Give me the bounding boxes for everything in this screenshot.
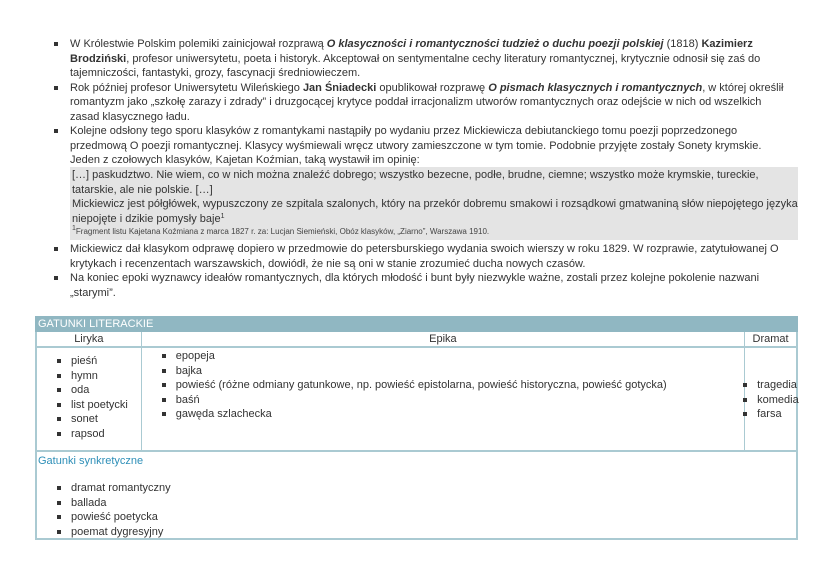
bullet-sniadecki: Rok później profesor Uniwersytetu Wileńskiego Jan Śniadecki opublikował rozprawę O pismach klasycznych i romantycznych, w której określił romantyzm jako „szkołę zarazy i zdrady” i druzgocącej krytyce poddał irracjonalizm utworów romantycznych oraz odejście w nich od wszelkich zasad klasycznego ładu. — [52, 81, 792, 125]
column-header: Liryka — [37, 332, 141, 348]
dramat-list — [741, 378, 799, 422]
list-item: baśń — [160, 393, 667, 408]
closing-bullet-list — [52, 242, 792, 300]
list-item: komedia — [741, 393, 799, 408]
epika-list — [160, 349, 667, 422]
bullet-brodzinski: W Królestwie Polskim polemiki zainicjował rozprawą O klasyczności i romantyczności tudzież o duchu poezji polskiej (1818) Kazimierz Brodziński, profesor uniwersytetu, poeta i historyk. Akceptował on sentymentalne cechy literatury romantycznej, krytycznie odnosił się zaś do tajemniczości, fantastyki, grozy, fascynacji średniowieczem. — [52, 37, 792, 81]
list-item: gawęda szlachecka — [160, 407, 667, 422]
kozmian-quote — [70, 167, 798, 240]
list-item: farsa — [741, 407, 799, 422]
bullet-petersburg-preface: Mickiewicz dał klasykom odprawę dopiero w przedmowie do petersburskiego wydania swoich wierszy w roku 1829. W rozprawie, zatytułowanej O krytykach i recenzentach warszawskich, dowiódł, że nie są oni w stanie zrozumieć ducha nowych czasów. — [52, 242, 792, 271]
list-item: ballada — [55, 496, 171, 511]
list-item: list poetycki — [55, 398, 128, 413]
list-item: powieść poetycka — [55, 510, 171, 525]
genres-heading: GATUNKI LITERACKIE — [35, 316, 798, 332]
list-item: bajka — [160, 364, 667, 379]
quote-line-1: […] paskudztwo. Nie wiem, co w nich można znaleźć dobrego; wszystko bezecne, podłe, brudne, ciemne; wszystko może krymskie, tureckie, tatarskie, ale nie polskie. […] — [72, 169, 759, 196]
work-title: O pismach klasycznych i romantycznych — [488, 81, 703, 94]
author-name: Jan Śniadecki — [302, 81, 377, 94]
column-dramat — [745, 332, 799, 452]
column-epika — [142, 332, 745, 452]
bullet-mickiewicz-debut: Kolejne odsłony tego sporu klasyków z romantykami nastąpiły po wydaniu przez Mickiewicza debiutanckiego tomu poezji poprzedzonego przedmową O poezji romantycznej. Klasycy wyśmiewali wręcz utwory zamieszczone w tym tomie. Podobnie przyjęte zostały Sonety krymskie. Jeden z czołowych klasyków, Kajetan Koźmian, taką wystawił im opinię: — [52, 124, 792, 168]
syncretic-section — [37, 452, 796, 538]
work-title: O klasyczności i romantyczności tudzież o duchu poezji polskiej — [326, 38, 664, 50]
footnote: $^1$Fragment listu Kajetana Koźmiana z marca 1827 r. za: Lucjan Siemieński, Obóz klasyków, „Ziarno”, Warszawa 1910. — [72, 225, 490, 236]
list-item: sonet — [55, 412, 128, 427]
list-item: powieść (różne odmiany gatunkowe, np. powieść epistolarna, powieść historyczna, powieść gotycka) — [160, 378, 667, 393]
syncretic-title: Gatunki synkretyczne — [38, 455, 144, 467]
column-header: Dramat — [745, 332, 796, 348]
list-item: oda — [55, 383, 128, 398]
list-item: epopeja — [160, 349, 667, 364]
list-item: hymn — [55, 369, 128, 384]
list-item: poemat dygresyjny — [55, 525, 171, 540]
column-liryka — [37, 332, 142, 452]
column-header: Epika — [142, 332, 744, 348]
list-item: dramat romantyczny — [55, 481, 171, 496]
bullet-starzy: Na koniec epoki wyznawcy ideałów romantycznych, dla których młodość i bunt były niezwykle ważne, zostali przez kolejne pokolenie nazwani „starymi”. — [52, 271, 792, 300]
list-item: tragedia — [741, 378, 799, 393]
syncretic-list — [55, 481, 171, 539]
quote-line-2: Mickiewicz jest półgłówek, wypuszczony ze szpitala szalonych, który na przekór dobremu smakowi i rozsądkowi gmatwaniną słów niepojętego języka niepojęte i dzikie pomysły baje$^1$ — [72, 198, 798, 225]
list-item: rapsod — [55, 427, 128, 442]
intro-bullet-list — [52, 37, 792, 168]
genres-table — [35, 316, 798, 540]
author-name: Kazimierz Brodziński — [70, 38, 753, 65]
list-item: pieśń — [55, 354, 128, 369]
liryka-list — [55, 354, 128, 441]
